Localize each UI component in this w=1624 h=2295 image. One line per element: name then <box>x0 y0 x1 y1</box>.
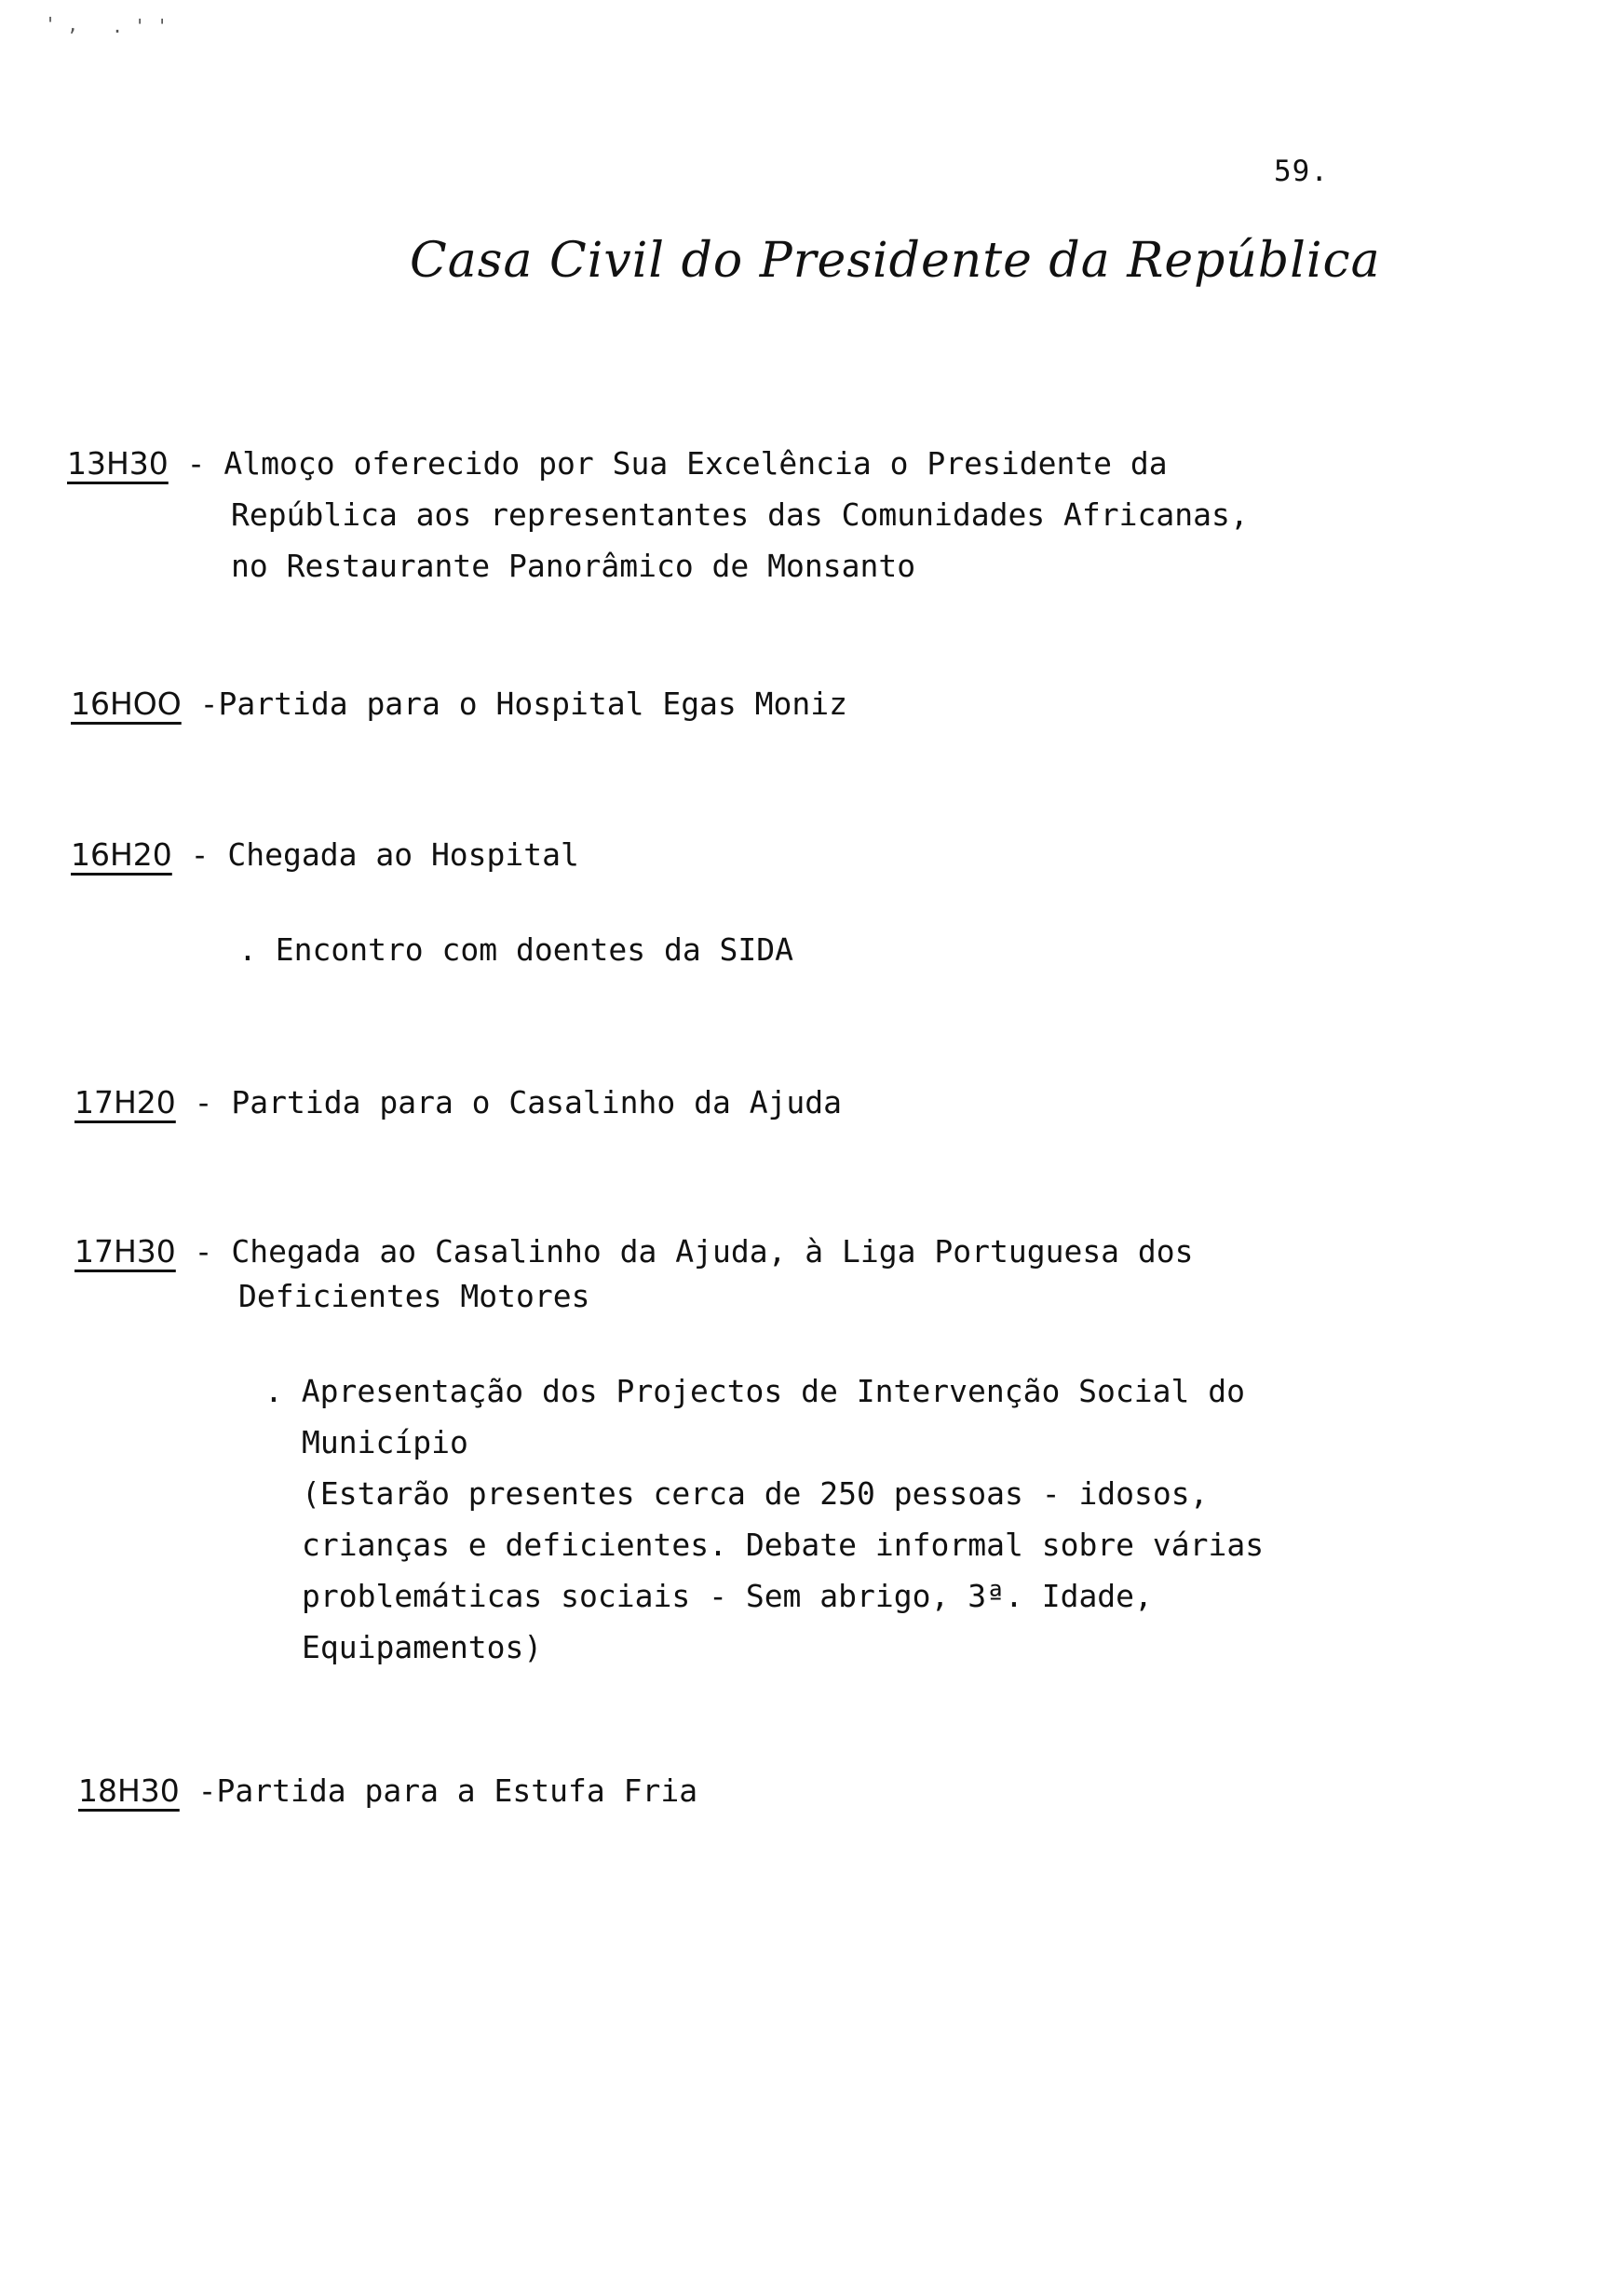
bullet-text: Equipamentos) <box>302 1629 543 1665</box>
entry-text: - Chegada ao Hospital <box>171 836 579 873</box>
bullet-text: Município <box>302 1424 468 1460</box>
entry-time: 18H30 <box>78 1772 180 1809</box>
entry-time: 13H30 <box>67 445 169 482</box>
entry-text: -Partida para a Estufa Fria <box>179 1772 698 1809</box>
entry-time: 16HOO <box>71 686 182 722</box>
bullet-item: . Encontro com doentes da SIDA <box>238 931 794 968</box>
entry-text: -Partida para o Hospital Egas Moniz <box>181 686 848 722</box>
entry-text: - Partida para o Casalinho da Ajuda <box>175 1084 843 1120</box>
entry-text: - Chegada ao Casalinho da Ajuda, à Liga Portuguesa dos <box>175 1233 1194 1270</box>
scan-speck: ' , <box>45 13 79 35</box>
schedule-entry-1830 <box>78 1765 697 1816</box>
bullet-text: problemáticas sociais - Sem abrigo, 3ª. Idade, <box>302 1578 1153 1614</box>
scan-speck: . ' ' <box>112 15 169 37</box>
entry-time: 17H20 <box>74 1084 176 1120</box>
schedule-entry-1620 <box>71 829 579 880</box>
entry-text: - Almoço oferecido por Sua Excelência o Presidente da <box>168 445 1168 482</box>
schedule-entry-1720 <box>74 1077 842 1128</box>
entry-text: no Restaurante Panorâmico de Monsanto <box>231 548 916 584</box>
bullet-text: (Estarão presentes cerca de 250 pessoas - idosos, <box>302 1475 1209 1512</box>
letterhead-title: Casa Civil do Presidente da República <box>410 233 1381 289</box>
bullet-item: . Apresentação dos Projectos de Intervenção Social do <box>264 1373 1245 1409</box>
schedule-entry-1600 <box>71 678 847 729</box>
bullet-text: crianças e deficientes. Debate informal sobre várias <box>302 1527 1265 1563</box>
entry-time: 17H30 <box>74 1233 176 1270</box>
entry-text: Deficientes Motores <box>238 1278 590 1314</box>
schedule-entry-1730 <box>74 1226 1194 1277</box>
page-number: 59. <box>1274 155 1329 188</box>
schedule-entry-1330 <box>67 438 1168 489</box>
entry-time: 16H20 <box>71 836 172 873</box>
entry-text: República aos representantes das Comunidades Africanas, <box>231 496 1249 533</box>
